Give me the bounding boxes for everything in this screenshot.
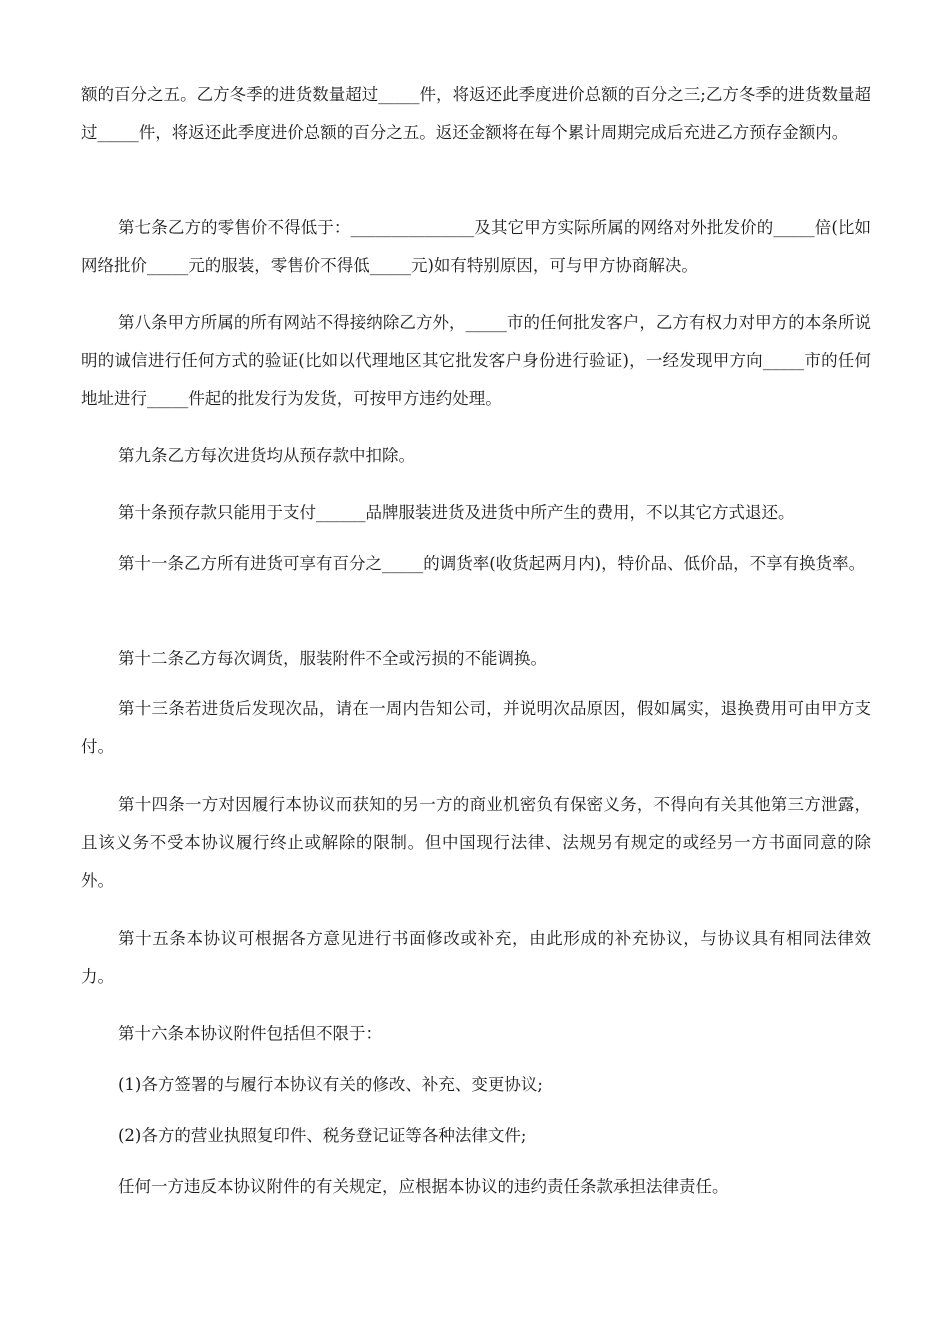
paragraph-article-7: 第七条乙方的零售价不得低于：_______________及其它甲方实际所属的网络对外批发价的_____倍(比如网络批价_____元的服装，零售价不得低_____元)如有特别原因，可与甲方协商解决。	[81, 218, 871, 275]
paragraph-article-16: 第十六条本协议附件包括但不限于：	[118, 1024, 382, 1043]
paragraph-liability: 任何一方违反本协议附件的有关规定，应根据本协议的违约责任条款承担法律责任。	[118, 1177, 729, 1196]
paragraph-annex-item-1: (1)各方签署的与履行本协议有关的修改、补充、变更协议;	[118, 1075, 543, 1094]
paragraph-article-11: 第十一条乙方所有进货可享有百分之_____的调货率(收货起两月内)，特价品、低价品，不享有换货率。	[118, 554, 866, 573]
paragraph-rebate-continued: 额的百分之五。乙方冬季的进货数量超过_____件，将返还此季度进价总额的百分之三;乙方冬季的进货数量超过_____件，将返还此季度进价总额的百分之五。返还金额将在每个累计周期完成后充进乙方预存金额内。	[81, 85, 871, 142]
paragraph-article-15: 第十五条本协议可根据各方意见进行书面修改或补充，由此形成的补充协议，与协议具有相同法律效力。	[81, 929, 871, 986]
paragraph-article-12: 第十二条乙方每次调货，服装附件不全或污损的不能调换。	[118, 649, 547, 668]
paragraph-article-10: 第十条预存款只能用于支付______品牌服装进货及进货中所产生的费用，不以其它方式退还。	[118, 503, 795, 522]
paragraph-article-9: 第九条乙方每次进货均从预存款中扣除。	[118, 446, 415, 465]
paragraph-article-14: 第十四条一方对因履行本协议而获知的另一方的商业机密负有保密义务，不得向有关其他第三方泄露，且该义务不受本协议履行终止或解除的限制。但中国现行法律、法规另有规定的或经另一方书面同意的除外。	[81, 795, 871, 890]
paragraph-article-13: 第十三条若进货后发现次品，请在一周内告知公司，并说明次品原因，假如属实，退换费用可由甲方支付。	[81, 699, 871, 756]
paragraph-annex-item-2: (2)各方的营业执照复印件、税务登记证等各种法律文件;	[118, 1126, 527, 1145]
paragraph-article-8: 第八条甲方所属的所有网站不得接纳除乙方外，_____市的任何批发客户，乙方有权力对甲方的本条所说明的诚信进行任何方式的验证(比如以代理地区其它批发客户身份进行验证)，一经发现甲方向_____市的任何地址进行_____件起的批发行为发货，可按甲方违约处理。	[81, 313, 871, 408]
